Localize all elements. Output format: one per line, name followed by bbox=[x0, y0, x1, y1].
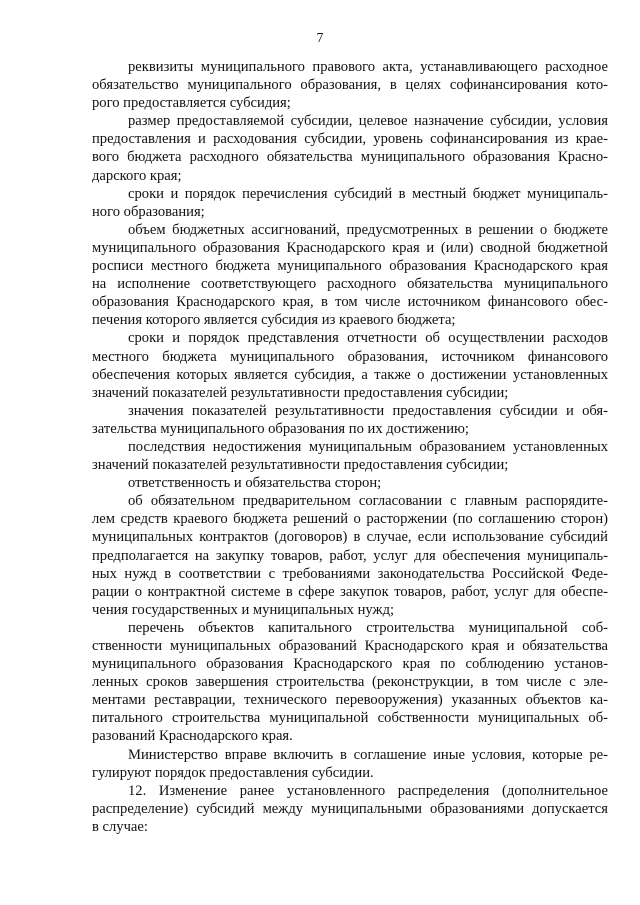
text-line: обеспечения которых является субсидия, а также о достижении установленных bbox=[92, 366, 608, 383]
paragraph bbox=[92, 402, 608, 438]
text-line: сроки и порядок представления отчетности об осуществлении расходов bbox=[128, 330, 608, 347]
text-line: предполагается на закупку товаров, работ, услуг для обеспечения муниципаль- bbox=[92, 547, 608, 564]
text-line: значения показателей результативности предоставления субсидии и обя- bbox=[128, 402, 608, 419]
paragraph bbox=[92, 746, 608, 782]
text-line: объем бюджетных ассигнований, предусмотренных в решении о бюджете bbox=[128, 221, 608, 238]
text-line: распределение) субсидий между муниципальными образованиями допускается bbox=[92, 800, 608, 817]
paragraph bbox=[92, 492, 608, 619]
text-line: гулируют порядок предоставления субсидии. bbox=[92, 764, 374, 781]
text-line: значений показателей результативности предоставления субсидии; bbox=[92, 384, 509, 401]
text-line: перечень объектов капитального строительства муниципальной соб- bbox=[128, 619, 608, 636]
text-line: питального строительства муниципальной собственности муниципальных об- bbox=[92, 710, 608, 727]
text-line: зательства муниципального образования по их достижению; bbox=[92, 420, 469, 437]
text-line: ственности муниципальных образований Краснодарского края и обязательства bbox=[92, 638, 608, 654]
paragraph bbox=[92, 112, 608, 184]
text-line: образования Краснодарского края, в том числе источником финансового обес- bbox=[92, 294, 608, 311]
text-line: сроки и порядок перечисления субсидий в местный бюджет муниципаль- bbox=[128, 185, 608, 202]
text-line: 12. Изменение ранее установленного распределения (дополнительное bbox=[128, 782, 608, 799]
paragraph bbox=[92, 185, 608, 221]
document-body bbox=[92, 58, 608, 836]
text-line: размер предоставляемой субсидии, целевое назначение субсидии, условия bbox=[128, 113, 608, 130]
text-line: разований Краснодарского края. bbox=[92, 728, 293, 745]
paragraph bbox=[92, 58, 608, 112]
text-line: муниципальных контрактов (договоров) в случае, если использование субсидий bbox=[92, 529, 608, 546]
text-line: реквизиты муниципального правового акта, устанавливающего расходное bbox=[128, 59, 608, 75]
paragraph bbox=[92, 474, 608, 492]
text-line: об обязательном предварительном согласовании с главным распорядите- bbox=[128, 493, 608, 510]
text-line: печения которого является субсидия из краевого бюджета; bbox=[92, 312, 456, 329]
text-line: ного образования; bbox=[92, 203, 205, 220]
text-line: значений показателей результативности предоставления субсидии; bbox=[92, 457, 509, 474]
text-line: дарского края; bbox=[92, 167, 182, 184]
text-line: в случае: bbox=[92, 818, 148, 835]
text-line: местного бюджета муниципального образования, источником финансового bbox=[92, 348, 608, 365]
text-line: ленных сроков завершения строительства (реконструкции, в том числе с эле- bbox=[92, 674, 608, 691]
text-line: рого предоставляется субсидия; bbox=[92, 95, 291, 112]
paragraph bbox=[92, 329, 608, 401]
text-line: обязательство муниципального образования, в целях софинансирования кото- bbox=[92, 77, 608, 94]
text-line: вого бюджета расходного обязательства муниципального образования Красно- bbox=[92, 149, 608, 166]
text-line: муниципального образования Краснодарского края и (или) сводной бюджетной bbox=[92, 239, 608, 256]
paragraph bbox=[92, 782, 608, 836]
text-line: последствия недостижения муниципальным образованием установленных bbox=[128, 438, 608, 455]
text-line: ментами реставрации, технического перевооружения) указанных объектов ка- bbox=[92, 692, 608, 709]
text-line: рации о контрактной системе в сфере закупок товаров, работ, услуг для обеспе- bbox=[92, 583, 608, 600]
text-line: ных нужд в соответствии с требованиями законодательства Российской Феде- bbox=[92, 565, 608, 582]
text-line: на исполнение соответствующего расходного обязательства муниципального bbox=[92, 276, 608, 293]
text-line: Министерство вправе включить в соглашение иные условия, которые ре- bbox=[128, 746, 608, 763]
text-line: предоставления и расходования субсидии, уровень софинансирования из крае- bbox=[92, 131, 608, 148]
text-line: муниципального образования Краснодарского края по соблюдению установ- bbox=[92, 656, 608, 673]
text-line: ответственность и обязательства сторон; bbox=[128, 475, 382, 492]
text-line: чения государственных и муниципальных нужд; bbox=[92, 601, 395, 618]
text-line: лем средств краевого бюджета решений о расторжении (по соглашению сторон) bbox=[92, 511, 608, 528]
paragraph bbox=[92, 221, 608, 330]
paragraph bbox=[92, 438, 608, 474]
text-line: росписи местного бюджета муниципального образования Краснодарского края bbox=[92, 258, 608, 275]
paragraph bbox=[92, 619, 608, 746]
page-number: 7 bbox=[316, 30, 324, 45]
